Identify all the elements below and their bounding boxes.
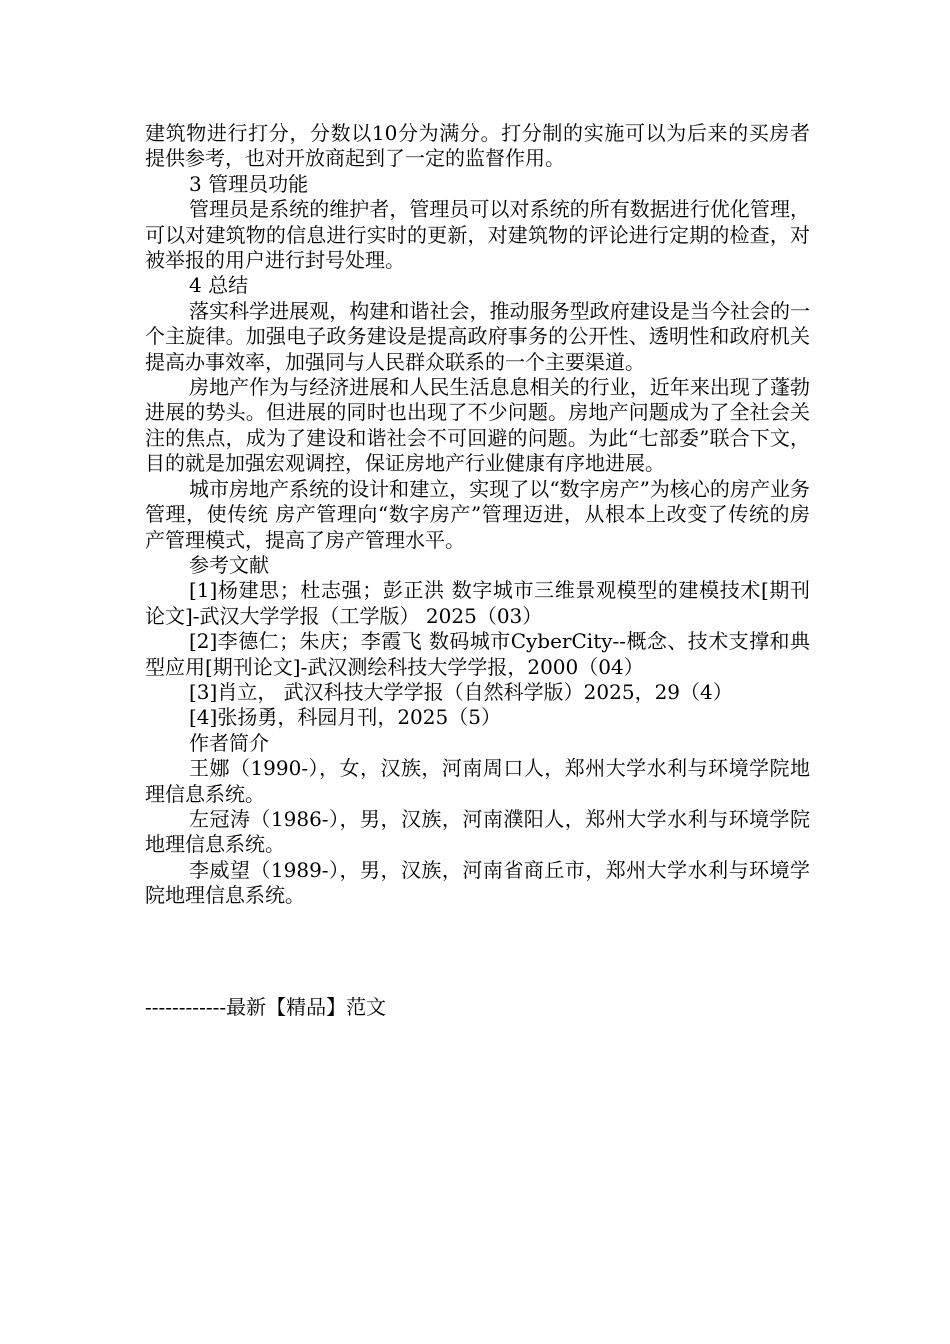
author-intro-heading: 作者简介	[189, 730, 269, 755]
reference-item-1: [1]杨建思；杜志强；彭正洪 数字城市三维景观模型的建模技术[期刊论文]-武汉大学学报（工学版） 2025（03）	[145, 578, 810, 628]
author-item-3: 李威望（1989-），男，汉族，河南省商丘市，郑州大学水利与环境学院地理信息系统。	[145, 857, 810, 908]
paragraph-summary-1: 落实科学进展观，构建和谐社会，推动服务型政府建设是当今社会的一个主旋律。加强电子政务建设是提高政府事务的公开性、透明性和政府机关提高办事效率，加强同与人民群众联系的一个主要渠道。	[145, 298, 810, 374]
reference-item-4: [4]张扬勇，科园月刊，2025（5）	[189, 705, 501, 730]
reference-item-3: [3]肖立， 武汉科技大学学报（自然科学版）2025，29（4）	[189, 679, 733, 704]
paragraph-continuation: 建筑物进行打分，分数以10分为满分。打分制的实施可以为后来的买房者提供参考，也对开放商起到了一定的监督作用。	[145, 121, 810, 171]
paragraph-admin-function: 管理员是系统的维护者，管理员可以对系统的所有数据进行优化管理，可以对建筑物的信息进行实时的更新，对建筑物的评论进行定期的检查，对被举报的用户进行封号处理。	[145, 197, 810, 273]
paragraph-summary-2: 房地产作为与经济进展和人民生活息息相关的行业，近年来出现了蓬勃进展的势头。但进展的同时也出现了不少问题。房地产问题成为了全社会关注的焦点，成为了建设和谐社会不可回避的问题。为此“七部委”联合下文，目的就是加强宏观调控，保证房地产行业健康有序地进展。	[145, 375, 810, 476]
reference-item-2: [2]李德仁；朱庆；李霞飞 数码城市CyberCity--概念、技术支撑和典型应用[期刊论文]-武汉测绘科技大学学报，2000（04）	[145, 629, 810, 679]
paragraph-summary-3: 城市房地产系统的设计和建立，实现了以“数字房产”为核心的房产业务管理，使传统 房产管理向“数字房产”管理迈进，从根本上改变了传统的房产管理模式，提高了房产管理水平。	[145, 476, 810, 552]
document-body	[145, 121, 810, 909]
author-item-1: 王娜（1990-），女，汉族，河南周口人，郑州大学水利与环境学院地理信息系统。	[145, 756, 810, 806]
page-footer: ------------最新【精品】范文	[145, 995, 387, 1019]
author-item-2: 左冠涛（1986-），男，汉族，河南濮阳人，郑州大学水利与环境学院地理信息系统。	[145, 806, 810, 857]
section-heading-summary: 4 总结	[189, 273, 249, 298]
references-heading: 参考文献	[189, 552, 269, 577]
section-heading-admin-function: 3 管理员功能	[189, 171, 309, 196]
